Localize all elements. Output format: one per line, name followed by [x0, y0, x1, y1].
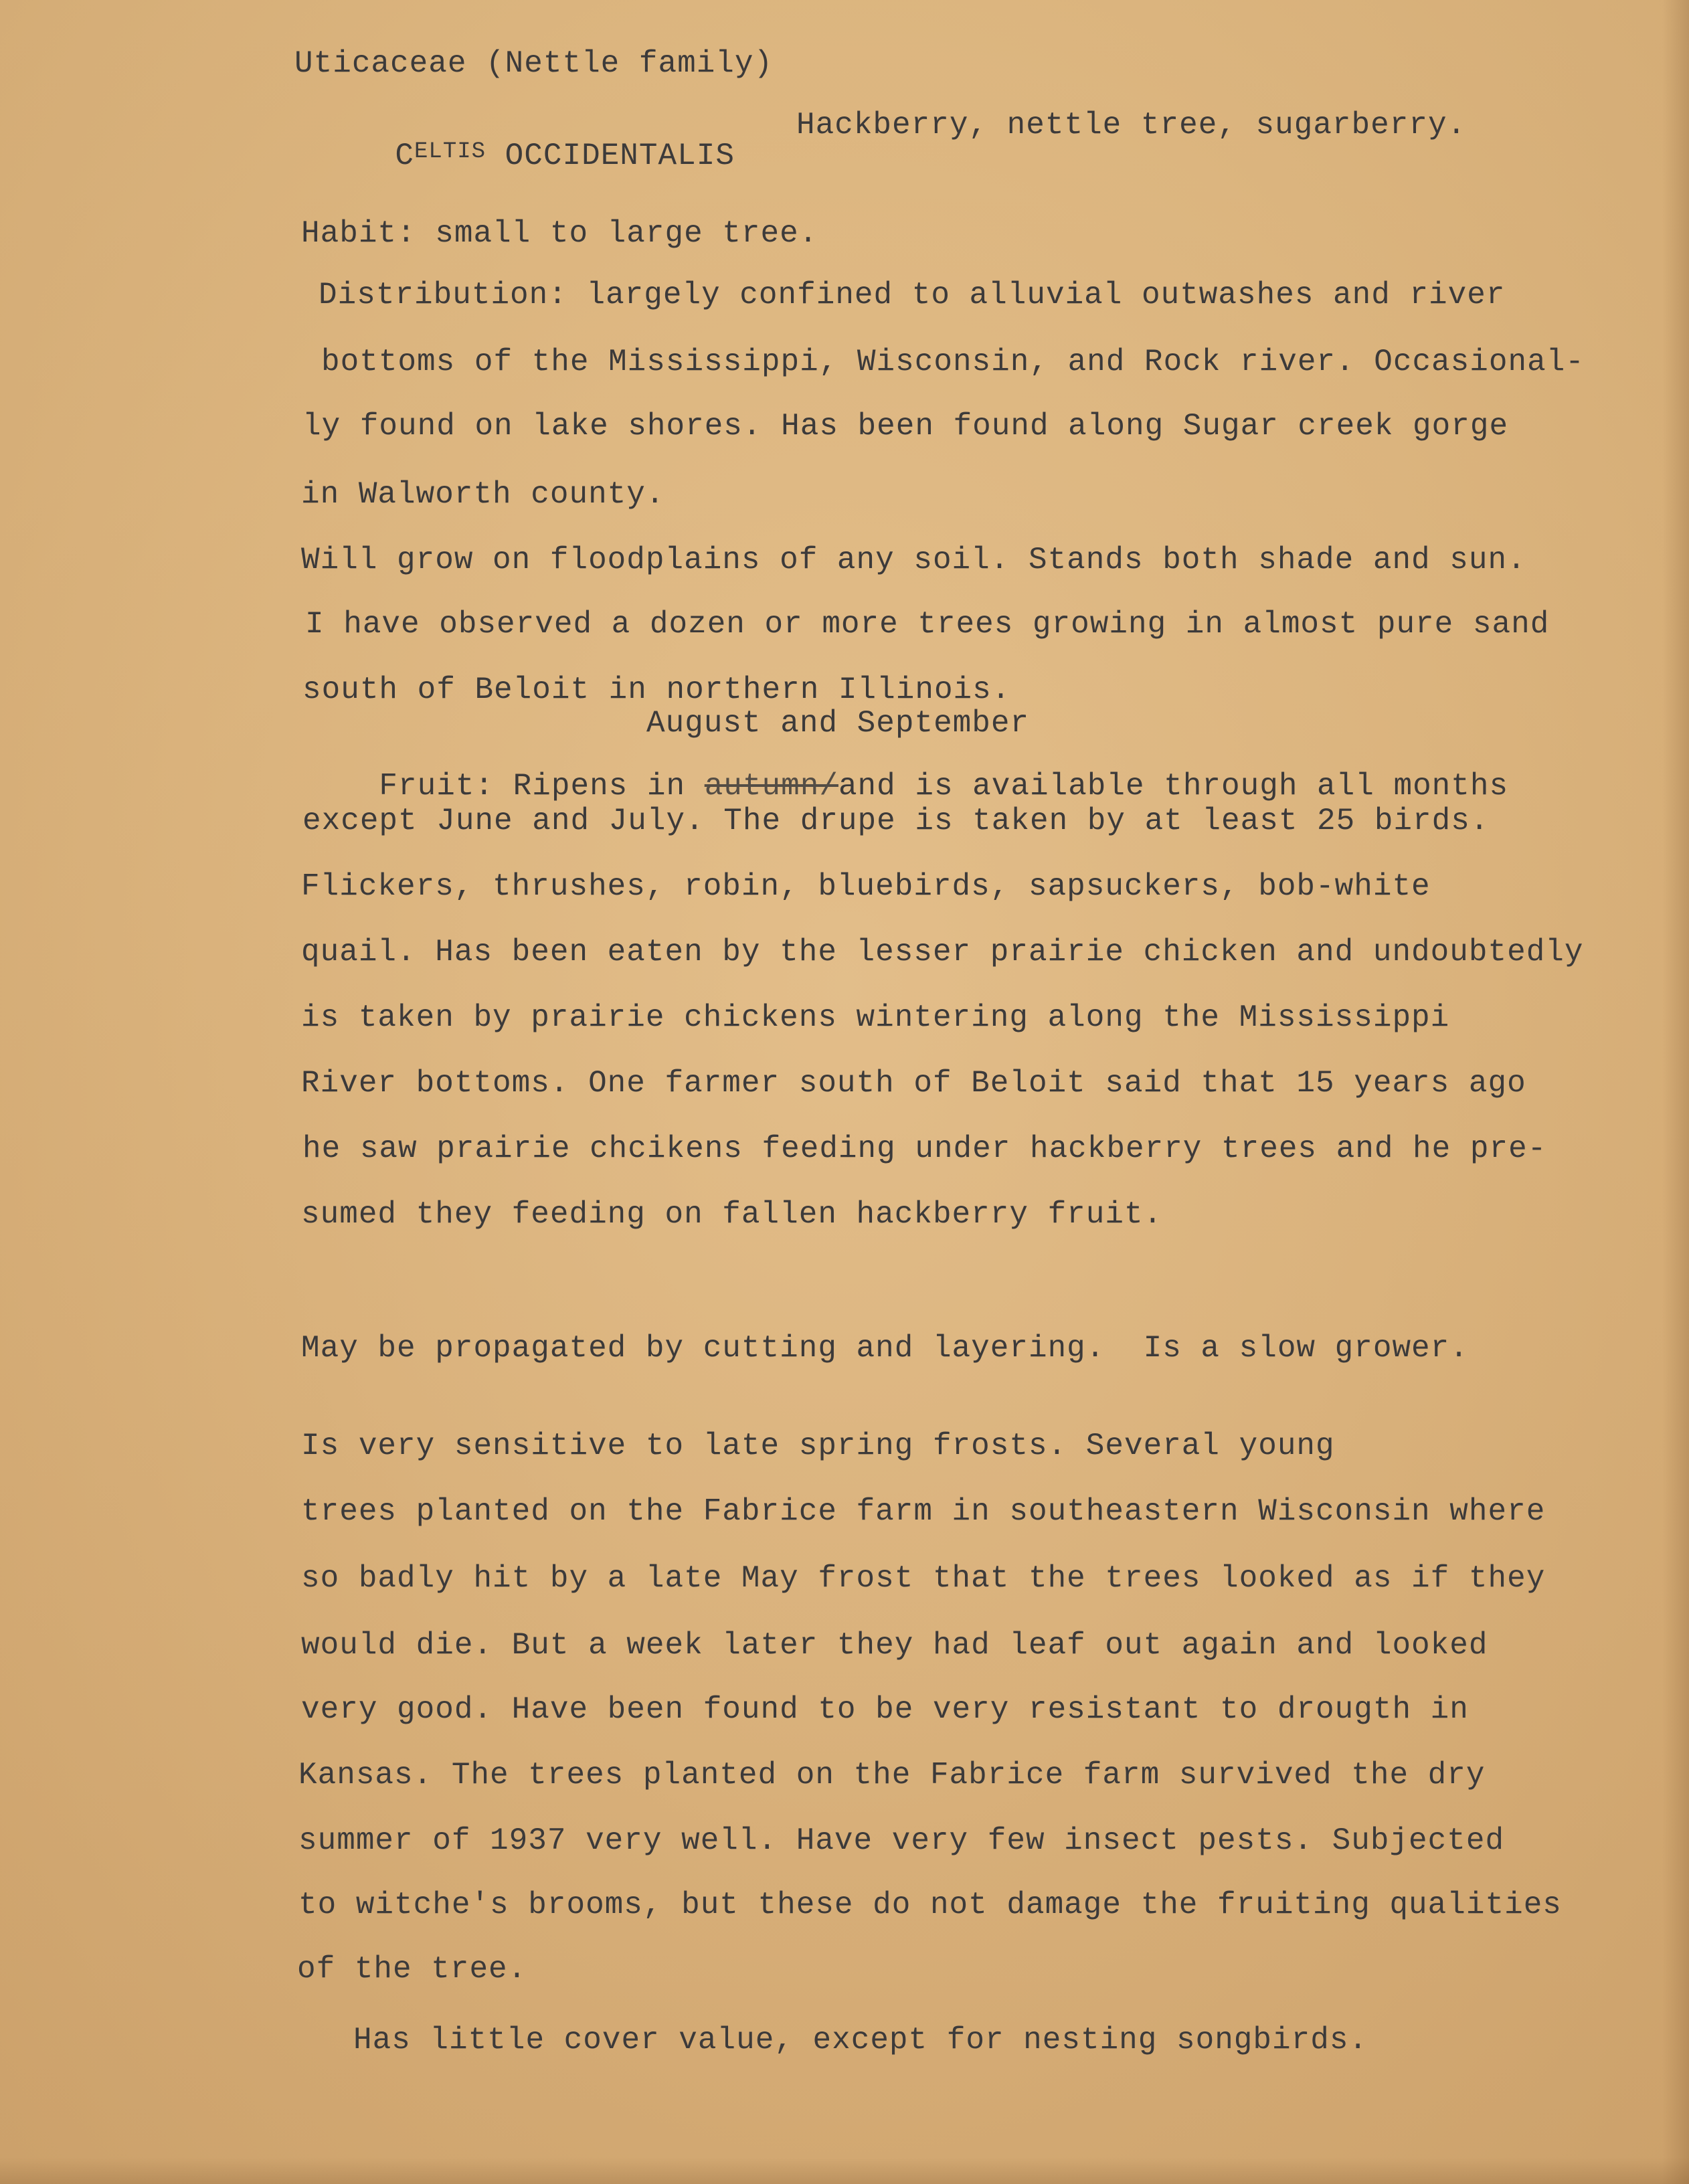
genus-prefix: C — [395, 139, 415, 173]
fruit-insertion: August and September — [646, 706, 1030, 741]
page-edge-shadow — [1662, 0, 1689, 2184]
frost-line: very good. Have been found to be very resistant to drougth in — [301, 1692, 1469, 1727]
struck-word: autumn/ — [704, 769, 838, 804]
distribution-line: ly found on lake shores. Has been found along Sugar creek gorge — [302, 409, 1509, 444]
frost-line: so badly hit by a late May frost that the trees looked as if they — [301, 1561, 1546, 1596]
fruit-line-start: Fruit: Ripens in — [379, 769, 705, 804]
frost-line: of the tree. — [297, 1952, 527, 1987]
frost-line: to witche's brooms, but these do not damage the fruiting qualities — [298, 1888, 1562, 1922]
frost-line: Kansas. The trees planted on the Fabrice farm survived the dry — [298, 1758, 1486, 1793]
frost-line: summer of 1937 very well. Have very few insect pests. Subjected — [298, 1823, 1505, 1858]
fruit-line: except June and July. The drupe is taken by at least 25 birds. — [302, 804, 1490, 838]
fruit-line: River bottoms. One farmer south of Beloit said that 15 years ago — [301, 1066, 1526, 1101]
fruit-line-end: and is available through all months — [838, 769, 1509, 804]
common-names: Hackberry, nettle tree, sugarberry. — [796, 108, 1467, 143]
species-epithet: OCCIDENTALIS — [505, 139, 735, 173]
frost-line: trees planted on the Fabrice farm in southeastern Wisconsin where — [301, 1494, 1546, 1529]
distribution-line: Distribution: largely confined to alluvial outwashes and river — [319, 278, 1506, 312]
habit-line: Habit: small to large tree. — [301, 216, 818, 251]
fruit-line: sumed they feeding on fallen hackberry fruit. — [301, 1197, 1163, 1232]
soil-line: I have observed a dozen or more trees growing in almost pure sand — [305, 607, 1550, 642]
propagation-line: May be propagated by cutting and layering. Is a slow grower. — [301, 1331, 1469, 1366]
frost-line: would die. But a week later they had leaf out again and looked — [301, 1628, 1488, 1663]
page-edge-shadow — [0, 2157, 1689, 2184]
fruit-line: Flickers, thrushes, robin, bluebirds, sapsuckers, bob-white — [301, 869, 1431, 904]
frost-line: Is very sensitive to late spring frosts. Several young — [301, 1429, 1335, 1463]
distribution-line: in Walworth county. — [301, 477, 665, 512]
soil-line: Will grow on floodplains of any soil. Stands both shade and sun. — [301, 543, 1526, 577]
fruit-line: quail. Has been eaten by the lesser prairie chicken and undoubtedly — [301, 935, 1584, 970]
distribution-line: bottoms of the Mississippi, Wisconsin, and Rock river. Occasional- — [321, 345, 1585, 379]
fruit-line: is taken by prairie chickens wintering along the Mississippi — [301, 1000, 1450, 1035]
fruit-line: he saw prairie chcikens feeding under hackberry trees and he pre- — [302, 1131, 1547, 1166]
species-heading — [319, 110, 735, 202]
genus-rest: ELTIS — [414, 139, 486, 165]
family-heading: Uticaceae (Nettle family) — [294, 46, 774, 81]
soil-line: south of Beloit in northern Illinois. — [302, 672, 1011, 707]
cover-line: Has little cover value, except for nesting songbirds. — [353, 2023, 1368, 2058]
